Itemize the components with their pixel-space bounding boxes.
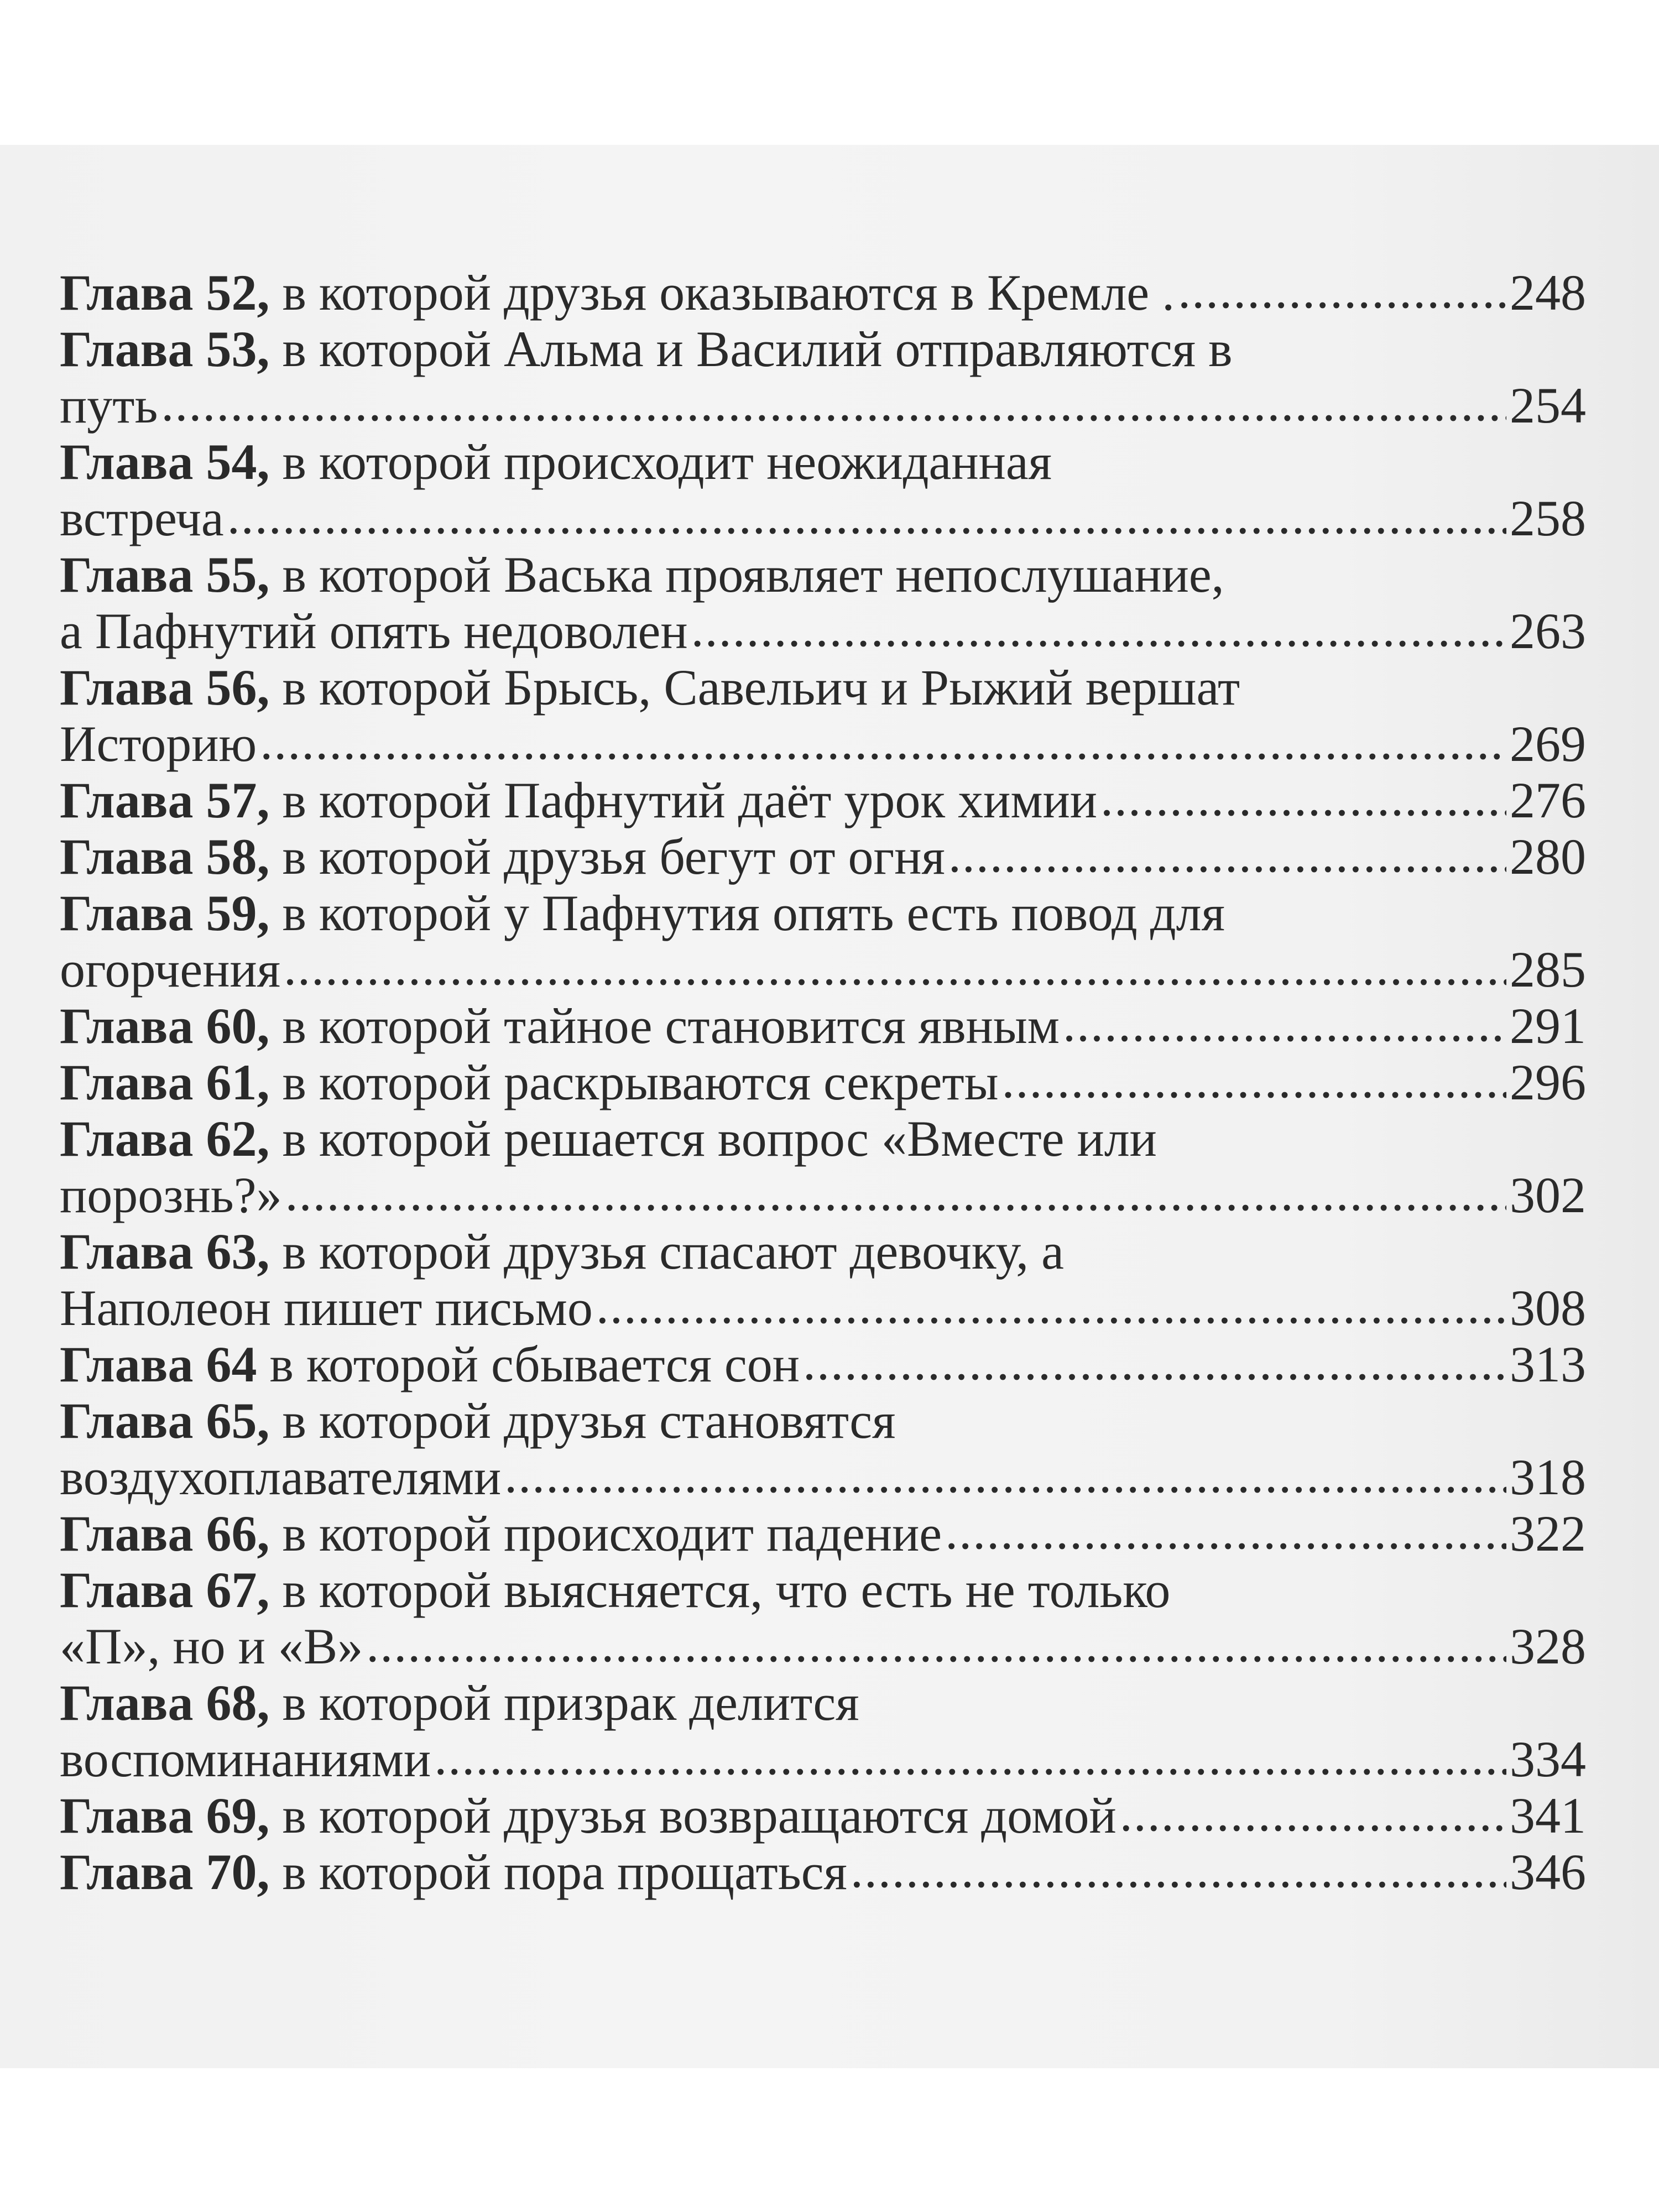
- toc-entry-line: [60, 998, 1586, 1054]
- dot-leader: [284, 939, 1506, 995]
- page-number: 346: [1510, 1844, 1586, 1900]
- toc-entry-line: [60, 1280, 1586, 1336]
- toc-entry-line: [60, 321, 1586, 377]
- toc-entry: [60, 1787, 1586, 1844]
- chapter-label: Глава 67,: [60, 1562, 270, 1618]
- chapter-title: в которой сбывается сон: [269, 1336, 800, 1392]
- toc-entry-line: [60, 1674, 1586, 1731]
- toc-entry-line: [60, 434, 1586, 490]
- toc-entry-line: [60, 1505, 1586, 1562]
- page-number: 302: [1510, 1167, 1586, 1223]
- dot-leader: [1002, 1052, 1506, 1108]
- chapter-title: в которой у Пафнутия опять есть повод для: [282, 885, 1225, 941]
- page-number: 318: [1510, 1449, 1586, 1505]
- chapter-title-continued: воздухоплавателями: [60, 1449, 502, 1505]
- toc-entry: [60, 1505, 1586, 1562]
- toc-entry-line: [60, 885, 1586, 941]
- chapter-label: Глава 68,: [60, 1674, 270, 1731]
- chapter-label: Глава 70,: [60, 1844, 270, 1900]
- dot-leader: [1063, 995, 1506, 1052]
- chapter-title-continued: огорчения: [60, 941, 281, 998]
- chapter-title-continued: Историю: [60, 716, 257, 772]
- dot-leader: [803, 1334, 1506, 1390]
- toc-entry-line: [60, 1223, 1586, 1280]
- dot-leader: [948, 826, 1506, 883]
- chapter-title-continued: встреча: [60, 490, 224, 546]
- chapter-title-continued: а Пафнутий опять недоволен: [60, 603, 688, 659]
- toc-entry: [60, 1562, 1586, 1674]
- chapter-title: в которой тайное становится явным: [282, 998, 1060, 1054]
- toc-entry: [60, 434, 1586, 546]
- toc-entry-line: [60, 1336, 1586, 1392]
- toc-entry-line: [60, 1054, 1586, 1110]
- chapter-title: в которой друзья становятся: [282, 1392, 896, 1449]
- page-number: 308: [1510, 1280, 1586, 1336]
- toc-entry-line: [60, 1787, 1586, 1844]
- dot-leader: [366, 1616, 1506, 1672]
- page-number: 328: [1510, 1618, 1586, 1674]
- toc-entry: [60, 321, 1586, 434]
- toc-entry-line: [60, 264, 1586, 321]
- dot-leader: [851, 1841, 1506, 1898]
- toc-entry-line: [60, 659, 1586, 716]
- dot-leader: [161, 375, 1506, 431]
- toc-entry: [60, 885, 1586, 998]
- chapter-label: Глава 66,: [60, 1505, 270, 1562]
- chapter-label: Глава 53,: [60, 321, 270, 377]
- chapter-title: в которой происходит падение: [282, 1505, 942, 1562]
- chapter-label: Глава 69,: [60, 1787, 270, 1844]
- toc-entry: [60, 828, 1586, 885]
- chapter-title: в которой призрак делится: [282, 1674, 859, 1731]
- toc-entry: [60, 1223, 1586, 1336]
- chapter-label: Глава 54,: [60, 434, 270, 490]
- chapter-title-continued: Наполеон пишет письмо: [60, 1280, 593, 1336]
- chapter-label: Глава 59,: [60, 885, 270, 941]
- toc-entry-line: [60, 941, 1586, 998]
- dot-leader: [596, 1277, 1506, 1334]
- toc-entry-line: [60, 1562, 1586, 1618]
- page-number: 280: [1510, 828, 1586, 885]
- page-number: 322: [1510, 1505, 1586, 1562]
- chapter-label: Глава 62,: [60, 1110, 270, 1167]
- toc-entry-line: [60, 377, 1586, 434]
- toc-entry-line: [60, 1844, 1586, 1900]
- toc-entry: [60, 1054, 1586, 1110]
- toc-entry: [60, 1844, 1586, 1900]
- toc-entry: [60, 1392, 1586, 1505]
- chapter-title-continued: «П», но и «В»: [60, 1618, 363, 1674]
- dot-leader: [691, 601, 1506, 657]
- chapter-label: Глава 64: [60, 1336, 257, 1392]
- chapter-title: в которой друзья бегут от огня: [282, 828, 945, 885]
- toc-entry-line: [60, 828, 1586, 885]
- dot-leader: [504, 1447, 1506, 1503]
- table-of-contents: [60, 264, 1586, 1900]
- chapter-title: в которой раскрываются секреты: [282, 1054, 999, 1110]
- dot-leader: [260, 713, 1506, 770]
- toc-entry: [60, 998, 1586, 1054]
- dot-leader: [285, 1165, 1506, 1221]
- dot-leader: [945, 1503, 1506, 1559]
- page-number: 276: [1510, 772, 1586, 828]
- chapter-title: в которой друзья возвращаются домой: [282, 1787, 1117, 1844]
- toc-entry-line: [60, 1167, 1586, 1223]
- page-number: 248: [1510, 264, 1586, 321]
- page-number: 258: [1510, 490, 1586, 546]
- chapter-label: Глава 55,: [60, 546, 270, 603]
- chapter-title: в которой происходит неожиданная: [282, 434, 1052, 490]
- toc-entry-line: [60, 1449, 1586, 1505]
- chapter-title: в которой решается вопрос «Вместе или: [282, 1110, 1157, 1167]
- toc-entry: [60, 1674, 1586, 1787]
- chapter-label: Глава 60,: [60, 998, 270, 1054]
- page-number: 285: [1510, 941, 1586, 998]
- chapter-label: Глава 63,: [60, 1223, 270, 1280]
- toc-entry-line: [60, 490, 1586, 546]
- toc-entry-line: [60, 1392, 1586, 1449]
- chapter-title: в которой Пафнутий даёт урок химии: [282, 772, 1098, 828]
- chapter-title: в которой выясняется, что есть не только: [282, 1562, 1171, 1618]
- chapter-title-continued: порознь?»: [60, 1167, 282, 1223]
- toc-entry: [60, 546, 1586, 659]
- chapter-title: в которой Альма и Василий отправляются в: [282, 321, 1233, 377]
- page-number: 296: [1510, 1054, 1586, 1110]
- chapter-label: Глава 57,: [60, 772, 270, 828]
- toc-entry-line: [60, 546, 1586, 603]
- toc-entry-line: [60, 603, 1586, 659]
- dot-leader: [1120, 1785, 1506, 1841]
- toc-entry-line: [60, 1731, 1586, 1787]
- toc-entry-line: [60, 772, 1586, 828]
- chapter-title-continued: путь: [60, 377, 158, 434]
- page-number: 269: [1510, 716, 1586, 772]
- chapter-title: в которой друзья оказываются в Кремле .: [282, 264, 1175, 321]
- chapter-title: в которой пора прощаться: [282, 1844, 847, 1900]
- page-number: 313: [1510, 1336, 1586, 1392]
- toc-entry: [60, 659, 1586, 772]
- chapter-label: Глава 52,: [60, 264, 270, 321]
- page-number: 263: [1510, 603, 1586, 659]
- dot-leader: [434, 1729, 1506, 1785]
- toc-entry-line: [60, 1110, 1586, 1167]
- page-number: 341: [1510, 1787, 1586, 1844]
- dot-leader: [227, 488, 1506, 544]
- toc-entry: [60, 1336, 1586, 1392]
- dot-leader: [1178, 262, 1506, 319]
- dot-leader: [1100, 770, 1506, 826]
- chapter-title: в которой Васька проявляет непослушание,: [282, 546, 1224, 603]
- toc-entry-line: [60, 1618, 1586, 1674]
- chapter-title: в которой друзья спасают девочку, а: [282, 1223, 1064, 1280]
- toc-entry-line: [60, 716, 1586, 772]
- page-number: 334: [1510, 1731, 1586, 1787]
- toc-entry: [60, 772, 1586, 828]
- toc-entry: [60, 264, 1586, 321]
- chapter-label: Глава 58,: [60, 828, 270, 885]
- chapter-title-continued: воспоминаниями: [60, 1731, 431, 1787]
- chapter-label: Глава 65,: [60, 1392, 270, 1449]
- page-number: 291: [1510, 998, 1586, 1054]
- toc-entry: [60, 1110, 1586, 1223]
- chapter-title: в которой Брысь, Савельич и Рыжий вершат: [282, 659, 1240, 716]
- chapter-label: Глава 56,: [60, 659, 270, 716]
- chapter-label: Глава 61,: [60, 1054, 270, 1110]
- page-number: 254: [1510, 377, 1586, 434]
